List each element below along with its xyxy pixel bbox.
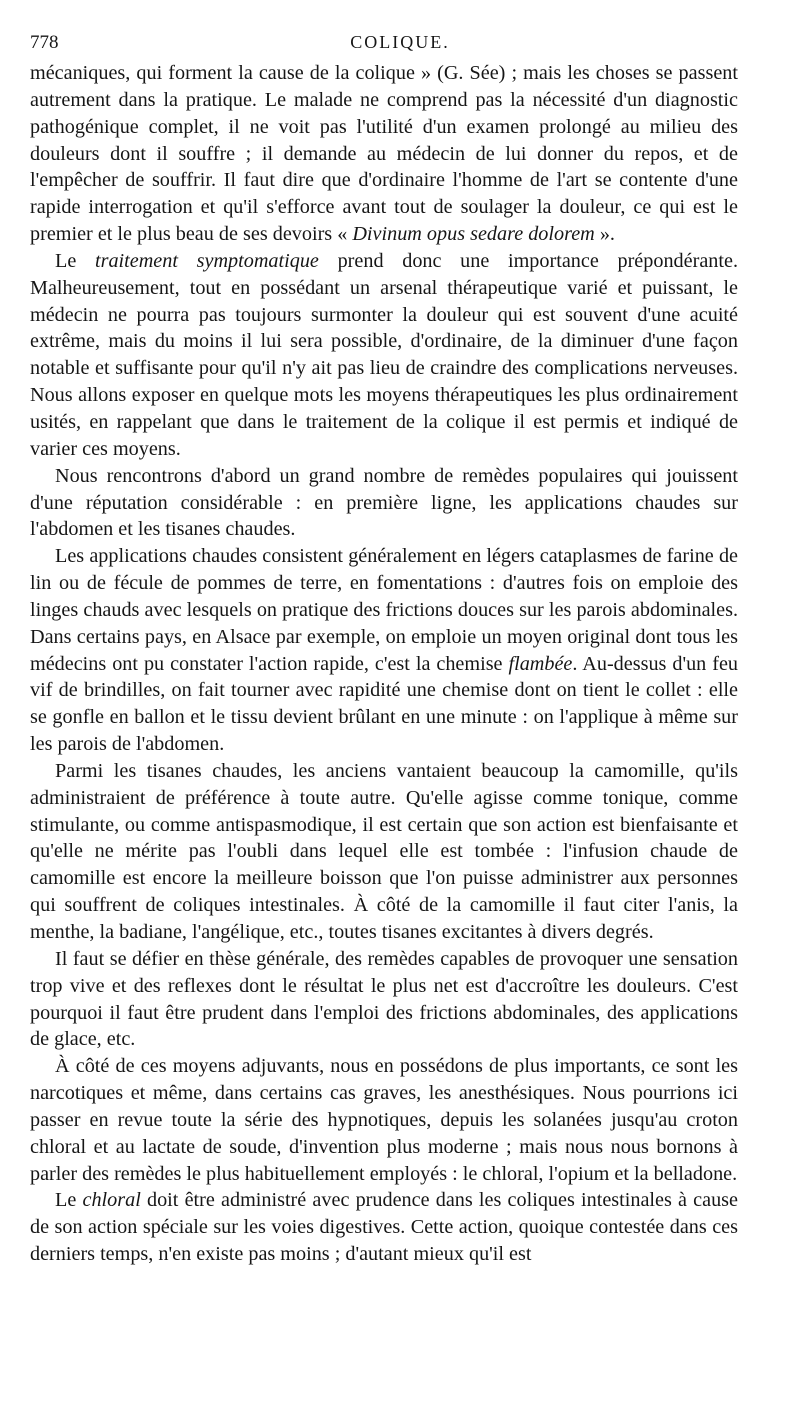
paragraph [30,946,738,1053]
italic-text: traitement symptomatique [94,249,319,272]
paragraph [30,248,738,463]
text-run: À côté de ces moyens adjuvants, nous en possédons de plus importants, ce sont les narcotiques et même, dans certains cas graves, les anesthésiques. Nous pourrions ici passer en revue toute la série des hypnotiques, depuis les solanées jusqu'au croton chloral et au lactate de soude, d'invention plus moderne ; mais nous nous bornons à parler des remèdes le plus habituellement employés : le chloral, l'opium et la belladone. [30,1055,738,1185]
text-run: Le [55,249,95,272]
paragraph [30,60,738,248]
page-number: 778 [30,32,59,53]
paragraph [30,758,738,946]
text-run: Les applications chaudes consistent généralement en légers cataplasmes de farine de lin ou de fécule de pommes de terre, en fomentations : d'autres fois on emploie des linges chauds avec lesquels on pratique des frictions douces sur les parois abdominales. Dans certains pays, en Alsace par exemple, on emploie un moyen original dont tous les médecins ont pu constater l'action rapide, c'est la chemise [30,545,738,675]
paragraph [30,543,738,758]
page-header [30,32,770,56]
body-text [30,60,738,1268]
text-run: doit être administré avec prudence dans les coliques intestinales à cause de son action spéciale sur les voies digestives. Cette action, quoique contestée dans ces derniers temps, n'en existe pas moins ; d'autant mieux qu'il est [30,1189,738,1266]
text-run: mécaniques, qui forment la cause de la colique » (G. Sée) ; mais les choses se passent autrement dans la pratique. Le malade ne comprend pas la nécessité d'un diagnostic pathogénique complet, il ne voit pas l'utilité d'un examen prolongé au milieu des douleurs dont il souffre ; il demande au médecin de lui donner du repos, et de l'empêcher de souffrir. Il faut dire que d'ordinaire l'homme de l'art se contente d'une rapide interrogation et qu'il s'efforce avant tout de soulager la douleur, ce qui est le premier et le plus beau de ses devoirs « [30,62,738,246]
text-run: Nous rencontrons d'abord un grand nombre de remèdes populaires qui jouissent d'une réputation considérable : en première ligne, les applications chaudes sur l'abdomen et les tisanes chaudes. [30,464,738,541]
text-run: . Au-dessus d'un feu vif de brindilles, on fait tourner avec rapidité une chemise dont on tient le collet : elle se gonfle en ballon et le tissu devient brûlant en une minute : on l'applique à même sur les parois de l'abdomen. [30,652,738,756]
text-run: Le [55,1189,83,1212]
paragraph [30,1187,738,1268]
paragraph [30,463,738,544]
text-run: prend donc une importance prépondérante. Malheureusement, tout en possédant un arsenal thérapeutique varié et puissant, le médecin ne pourra pas toujours surmonter la douleur qui est souvent d'une acuité extrême, mais du moins il lui sera possible, d'ordinaire, de la diminuer d'une façon notable et suffisante pour qu'il n'y ait pas lieu de craindre des complications nerveuses. Nous allons exposer en quelque mots les moyens thérapeutiques les plus ordinairement usités, en rappelant que dans le traitement de la colique il est permis et indiqué de varier ces moyens. [30,249,738,460]
text-run: ». [594,223,615,246]
text-run: Il faut se défier en thèse générale, des remèdes capables de provoquer une sensation trop vive et des reflexes dont le résultat le plus net est d'accroître les douleurs. C'est pourquoi il faut être prudent dans l'emploi des frictions abdominales, des applications de glace, etc. [30,947,738,1051]
italic-text: Divinum opus sedare dolorem [352,223,595,246]
running-title: COLIQUE. [350,32,450,52]
italic-text: flambée [508,652,573,675]
italic-text: chloral [82,1189,141,1212]
paragraph [30,1053,738,1187]
text-run: Parmi les tisanes chaudes, les anciens vantaient beaucoup la camomille, qu'ils administraient de préférence à toute autre. Qu'elle agisse comme tonique, comme stimulante, ou comme antispasmodique, il est certain que son action est bienfaisante et qu'elle ne mérite pas l'oubli dans lequel elle est tombée : l'infusion chaude de camomille est encore la meilleure boisson que l'on puisse administrer aux personnes qui souffrent de coliques intestinales. À côté de la camomille il faut citer l'anis, la menthe, la badiane, l'angélique, etc., toutes tisanes excitantes à divers degrés. [30,759,738,943]
